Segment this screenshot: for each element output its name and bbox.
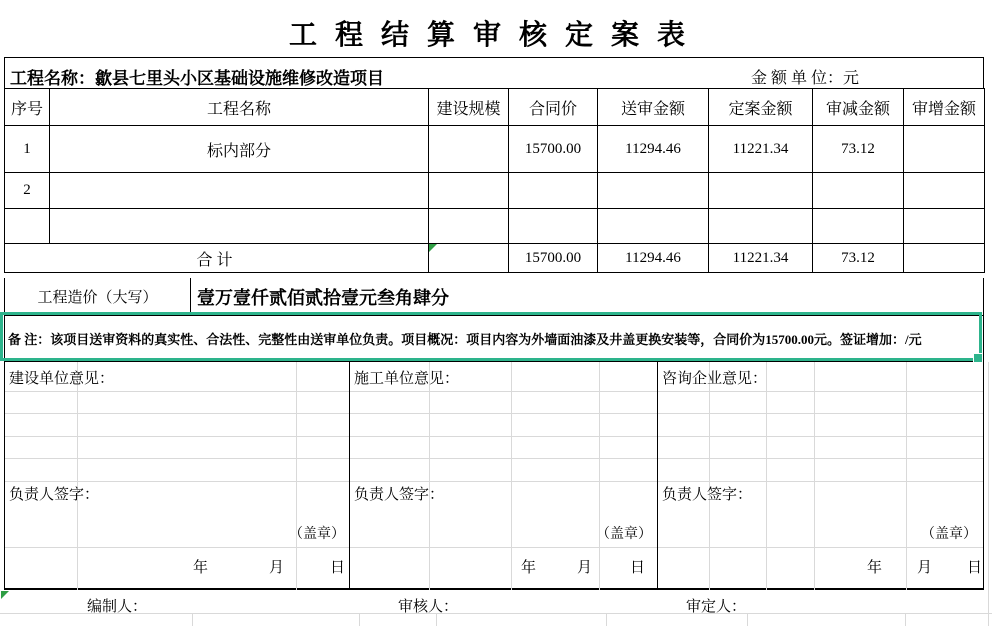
gridline [5, 391, 983, 392]
cell-submitted[interactable] [598, 209, 709, 244]
gridline [5, 413, 983, 414]
total-finalized-cell[interactable]: 11221.34 [709, 244, 813, 273]
gridline [747, 614, 748, 626]
gridline [906, 362, 907, 590]
gridline [905, 614, 906, 626]
opinion-title-cell[interactable]: 施工单位意见： [354, 371, 460, 387]
opinion-sections [4, 362, 984, 590]
approver-label-cell[interactable]: 审定人： [686, 599, 747, 615]
total-increased-cell[interactable] [904, 244, 985, 273]
error-triangle-icon [1, 591, 9, 599]
table-row [5, 173, 985, 209]
gridline [5, 481, 983, 482]
seal-label-cell[interactable]: （盖章） [921, 527, 977, 542]
project-info-row [4, 57, 984, 89]
opinion-title-cell[interactable]: 咨询企业意见： [662, 371, 768, 387]
total-row [5, 244, 985, 273]
cell-contract[interactable]: 15700.00 [509, 126, 598, 173]
cell-scale[interactable] [429, 209, 509, 244]
gridline [0, 613, 992, 614]
date-month-cell[interactable]: 月 [917, 560, 933, 576]
total-scale-cell[interactable] [429, 244, 509, 273]
table-header-row [5, 89, 985, 126]
remark-row[interactable] [4, 316, 984, 362]
gridline [709, 362, 710, 590]
seal-label-cell[interactable]: （盖章） [289, 527, 345, 542]
total-reduced-cell[interactable]: 73.12 [813, 244, 904, 273]
gridline [359, 614, 360, 626]
section-divider [657, 362, 658, 588]
cell-increased[interactable] [904, 209, 985, 244]
gridline [296, 362, 297, 590]
table-row [5, 209, 985, 244]
cell-reduced[interactable]: 73.12 [813, 126, 904, 173]
gridline [5, 436, 983, 437]
cell-submitted[interactable]: 11294.46 [598, 126, 709, 173]
cell-finalized[interactable]: 11221.34 [709, 126, 813, 173]
checker-label-cell[interactable]: 审核人： [398, 599, 459, 615]
col-header-project[interactable]: 工程名称 [50, 89, 429, 126]
total-label-cell[interactable]: 合计 [5, 244, 429, 273]
cell-scale[interactable] [429, 173, 509, 209]
cell-finalized[interactable] [709, 209, 813, 244]
col-header-seq[interactable]: 序号 [5, 89, 50, 126]
cell-seq[interactable]: 1 [5, 126, 50, 173]
cell-finalized[interactable] [709, 173, 813, 209]
cost-in-words-row [4, 278, 984, 316]
cell-increased[interactable] [904, 173, 985, 209]
total-submitted-cell[interactable]: 11294.46 [598, 244, 709, 273]
cell-project-name[interactable] [50, 209, 429, 244]
selection-fill-handle[interactable] [974, 354, 982, 362]
remark-text: 备 注：该项目送审资料的真实性、合法性、完整性由送审单位负责。项目概况：项目内容为外墙面油漆及井盖更换安装等，合同价为15700.00元。签证增加：/元 [8, 332, 922, 347]
cell-seq[interactable] [5, 209, 50, 244]
cell-increased[interactable] [904, 126, 985, 173]
date-day-cell[interactable]: 日 [330, 560, 346, 576]
col-header-contract[interactable]: 合同价 [509, 89, 598, 126]
seal-label-cell[interactable]: （盖章） [596, 527, 652, 542]
gridline [766, 362, 767, 590]
date-year-cell[interactable]: 年 [867, 560, 883, 576]
gridline [192, 614, 193, 626]
cell-project-name[interactable]: 标内部分 [50, 126, 429, 173]
date-month-cell[interactable]: 月 [269, 560, 285, 576]
col-header-finalized[interactable]: 定案金额 [709, 89, 813, 126]
total-contract-cell[interactable]: 15700.00 [509, 244, 598, 273]
col-header-scale[interactable]: 建设规模 [429, 89, 509, 126]
settlement-table [4, 88, 985, 273]
section-divider [349, 362, 350, 588]
cell-project-name[interactable] [50, 173, 429, 209]
sign-label-cell[interactable]: 负责人签字： [9, 487, 100, 503]
cell-submitted[interactable] [598, 173, 709, 209]
cell-contract[interactable] [509, 173, 598, 209]
col-header-reduced[interactable]: 审减金额 [813, 89, 904, 126]
date-year-cell[interactable]: 年 [521, 560, 537, 576]
opinion-title-cell[interactable]: 建设单位意见： [9, 371, 115, 387]
sign-label-cell[interactable]: 负责人签字： [662, 487, 753, 503]
maker-label-cell[interactable]: 编制人： [87, 599, 148, 615]
col-header-increased[interactable]: 审增金额 [904, 89, 985, 126]
gridline [77, 362, 78, 590]
date-day-cell[interactable]: 日 [630, 560, 646, 576]
cell-seq[interactable]: 2 [5, 173, 50, 209]
gridline [988, 362, 989, 626]
gridline [599, 362, 600, 590]
amount-unit-cell[interactable]: 金 额 单 位：元 [751, 70, 860, 87]
error-triangle-icon [429, 244, 437, 252]
cost-in-words-value[interactable]: 壹万壹仟贰佰贰拾壹元叁角肆分 [197, 287, 449, 308]
gridline [606, 614, 607, 626]
gridline [5, 458, 983, 459]
gridline [814, 362, 815, 590]
cost-in-words-label[interactable]: 工程造价（大写） [5, 278, 191, 315]
gridline [511, 362, 512, 590]
sign-label-cell[interactable]: 负责人签字： [354, 487, 445, 503]
gridline [429, 362, 430, 590]
project-name-cell[interactable]: 工程名称：歙县七里头小区基础设施维修改造项目 [10, 69, 384, 88]
date-year-cell[interactable]: 年 [193, 560, 209, 576]
cell-reduced[interactable] [813, 173, 904, 209]
gridline [5, 547, 983, 548]
table-row [5, 126, 985, 173]
col-header-submitted[interactable]: 送审金额 [598, 89, 709, 126]
form-title: 工程结算审核定案表 [288, 20, 703, 51]
cell-contract[interactable] [509, 209, 598, 244]
date-day-cell[interactable]: 日 [967, 560, 983, 576]
date-month-cell[interactable]: 月 [577, 560, 593, 576]
cell-scale[interactable] [429, 126, 509, 173]
footer-row [0, 590, 992, 626]
cell-reduced[interactable] [813, 209, 904, 244]
